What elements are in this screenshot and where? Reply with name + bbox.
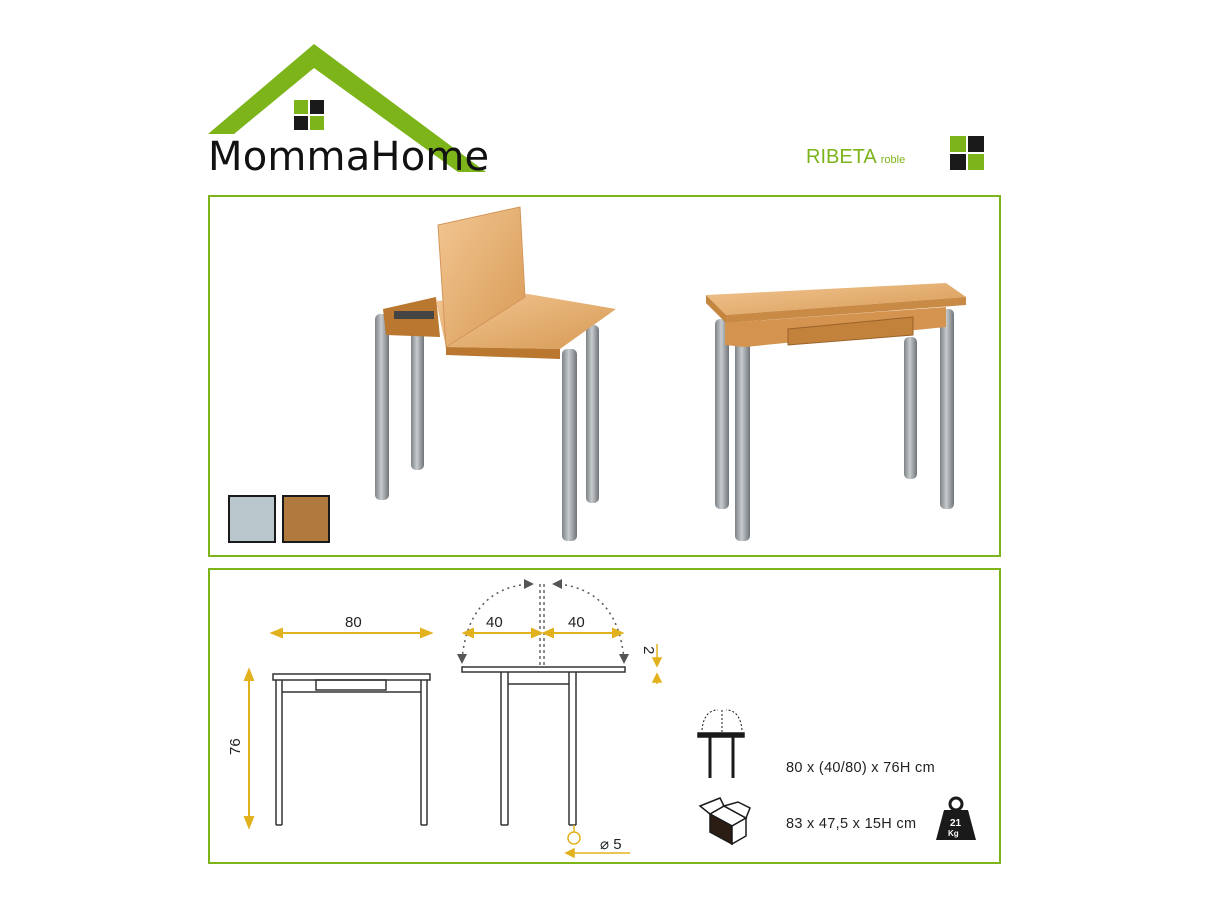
product-photos xyxy=(210,197,999,555)
table-open-icon xyxy=(698,710,744,778)
dimensions-panel xyxy=(208,568,1001,864)
weight-icon xyxy=(936,798,976,840)
product-finish: roble xyxy=(880,154,906,166)
box-icon xyxy=(700,798,750,844)
thickness-label: 2 xyxy=(640,646,657,655)
product-title xyxy=(806,146,905,169)
weight-value: 21 xyxy=(950,818,962,829)
brand-name: MommaHome xyxy=(208,134,490,180)
width-label: 80 xyxy=(345,614,362,631)
half-left-label: 40 xyxy=(486,614,503,631)
four-squares-icon xyxy=(950,136,984,170)
table-closed-photo xyxy=(706,283,966,541)
height-label: 76 xyxy=(227,738,244,755)
box-size-spec: 83 x 47,5 x 15H cm xyxy=(786,816,917,832)
height-dimension xyxy=(245,670,253,827)
half-right-label: 40 xyxy=(568,614,585,631)
weight-unit: Kg xyxy=(948,829,959,838)
swatch-grey xyxy=(229,496,275,542)
photo-panel xyxy=(208,195,1001,557)
table-open-photo xyxy=(375,207,616,541)
product-name: RIBETA xyxy=(806,146,877,168)
swatch-oak xyxy=(283,496,329,542)
table-size-spec: 80 x (40/80) x 76H cm xyxy=(786,760,935,776)
leg-diameter-label: ⌀ 5 xyxy=(600,836,622,853)
front-view xyxy=(273,674,430,825)
four-squares-icon xyxy=(294,100,324,130)
